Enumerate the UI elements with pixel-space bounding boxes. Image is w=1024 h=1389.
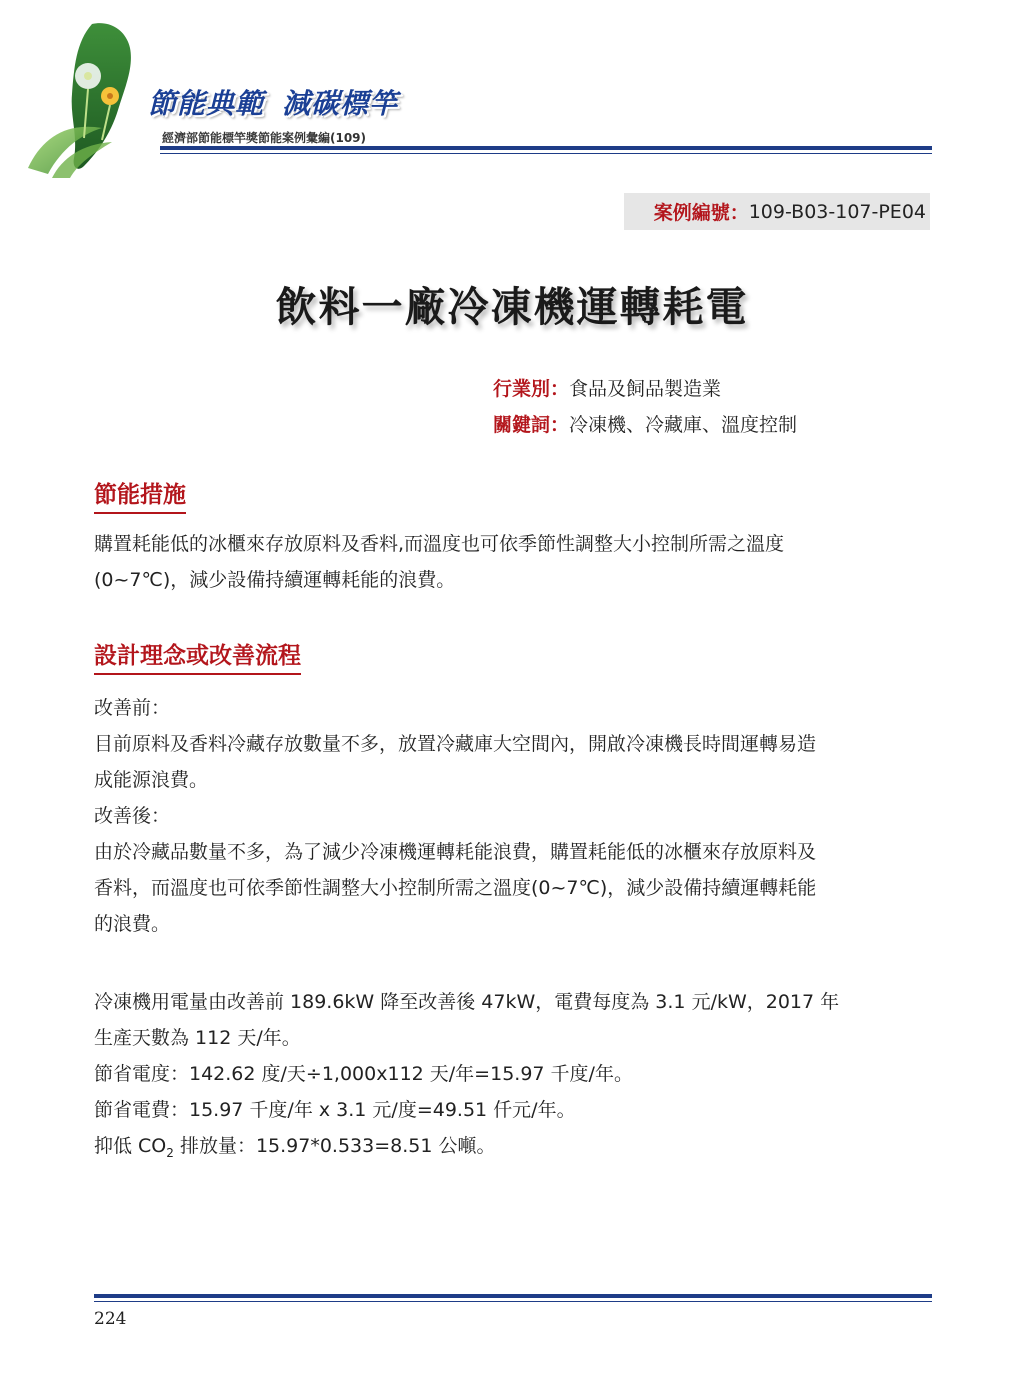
footer-rule — [94, 1294, 932, 1298]
header-rule — [160, 146, 932, 150]
process-line: 香料，而溫度也可依季節性調整大小控制所需之溫度(0~7℃)，減少設備持續運轉耗能 — [94, 877, 817, 899]
calculation-paragraph — [94, 984, 934, 1164]
process-line: 由於冷藏品數量不多，為了減少冷凍機運轉耗能浪費，購置耗能低的冰櫃來存放原料及 — [94, 841, 817, 863]
co2-subscript: 2 — [166, 1145, 174, 1160]
process-line: 改善後： — [94, 805, 171, 827]
process-line: 的浪費。 — [94, 913, 171, 935]
industry-label: 行業別： — [493, 378, 570, 400]
process-heading: 設計理念或改善流程 — [94, 637, 301, 675]
page-number: 224 — [94, 1309, 127, 1329]
calc-line: 節省電費：15.97 千度/年 x 3.1 元/度=49.51 仟元/年。 — [94, 1099, 576, 1121]
footer-rule-thin — [94, 1301, 932, 1302]
co2-suffix: 排放量：15.97*0.533=8.51 公噸。 — [173, 1135, 496, 1157]
calc-line: 冷凍機用電量由改善前 189.6kW 降至改善後 47kW，電費每度為 3.1 元/kW，2017 年 — [94, 991, 840, 1013]
case-number-label: 案例編號： — [653, 202, 749, 224]
measures-line: 購置耗能低的冰櫃來存放原料及香料,而溫度也可依季節性調整大小控制所需之溫度 — [94, 533, 785, 555]
industry-line — [493, 374, 721, 401]
industry-value: 食品及飼品製造業 — [569, 378, 722, 400]
process-line: 改善前： — [94, 697, 171, 719]
process-line: 目前原料及香料冷藏存放數量不多，放置冷藏庫大空間內，開啟冷凍機長時間運轉易造 — [94, 733, 817, 755]
measures-heading: 節能措施 — [94, 476, 186, 514]
measures-line: (0~7℃)，減少設備持續運轉耗能的浪費。 — [94, 569, 456, 591]
taiwan-map-dandelion-logo-icon — [22, 18, 162, 178]
calc-line: 生產天數為 112 天/年。 — [94, 1027, 301, 1049]
banner-title-part2: 減碳標竿 — [282, 87, 399, 120]
keywords-value: 冷凍機、冷藏庫、溫度控制 — [569, 414, 798, 436]
co2-line — [94, 1128, 934, 1164]
page-title: 飲料一廠冷凍機運轉耗電 — [275, 283, 749, 331]
banner-title — [148, 82, 398, 122]
keywords-line — [493, 410, 797, 437]
keywords-label: 關鍵詞： — [493, 414, 570, 436]
calc-line: 節省電度：142.62 度/天÷1,000x112 天/年=15.97 千度/年。 — [94, 1063, 633, 1085]
banner-title-part1: 節能典範 — [148, 87, 265, 120]
case-number-value: 109-B03-107-PE04 — [748, 200, 926, 223]
process-line: 成能源浪費。 — [94, 769, 209, 791]
banner-subtitle: 經濟部節能標竿獎節能案例彙編(109) — [162, 131, 367, 145]
measures-paragraph — [94, 526, 934, 598]
case-number-box — [624, 193, 930, 230]
process-paragraph — [94, 690, 934, 942]
header-rule-thin — [160, 153, 932, 154]
co2-prefix: 抑低 CO — [94, 1135, 167, 1157]
